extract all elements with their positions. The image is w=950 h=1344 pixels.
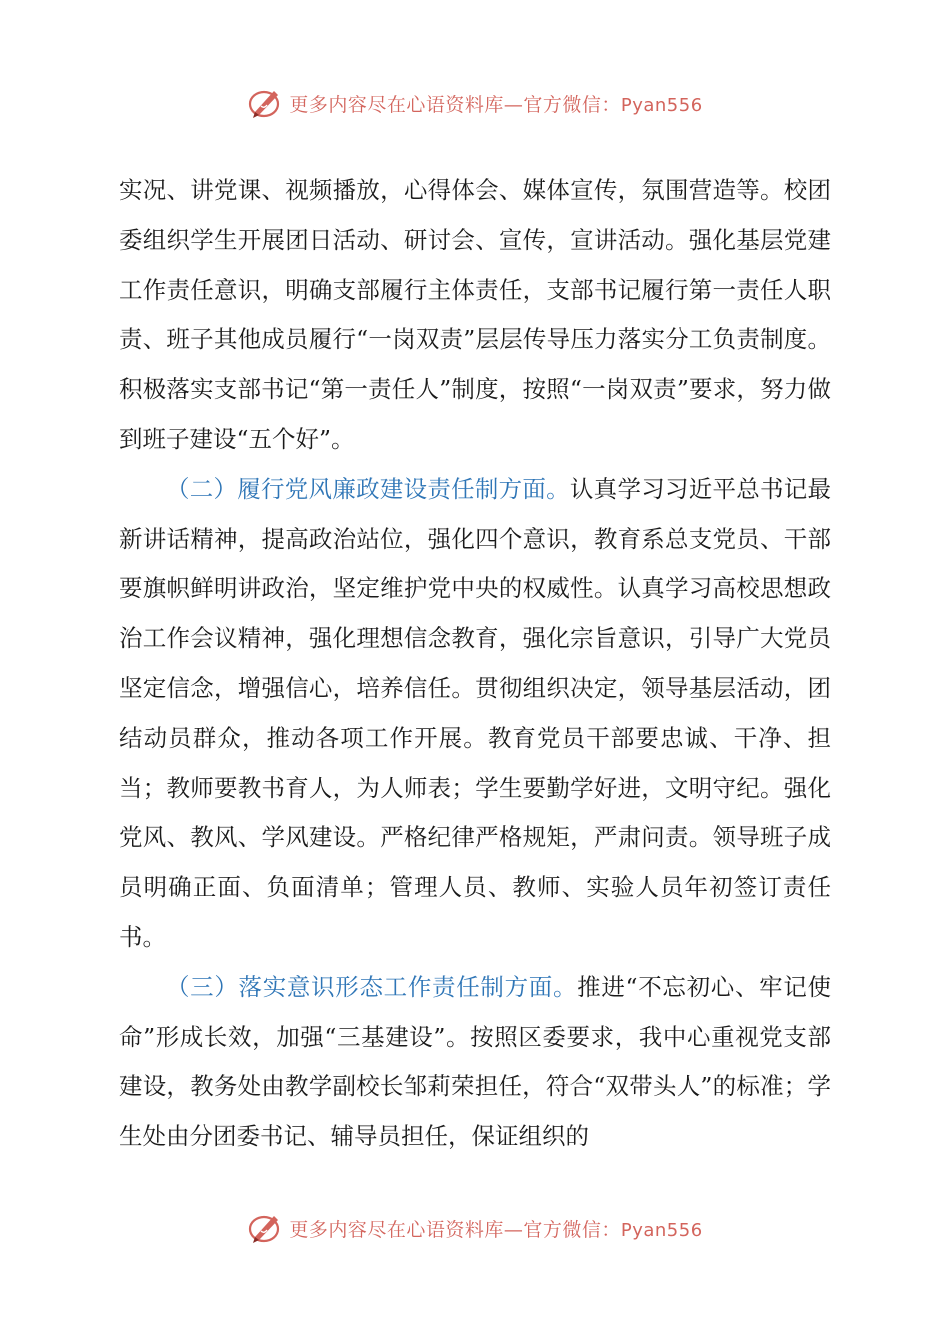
paragraph-3-text: 推进“不忘初心、牢记使命”形成长效，加强“三基建设”。按照区委要求，我中心重视党支部建设，教务处由教学副校长邹莉荣担任，符合“双带头人”的标准；学生处由分团委书记、辅导员担任，保证组织的 <box>119 972 832 1151</box>
banner-wechat-id: Pyan556 <box>620 1219 703 1241</box>
paragraph-1-text: 实况、讲党课、视频播放，心得体会、媒体宣传，氛围营造等。校团委组织学生开展团日活动、研讨会、宣传，宣讲活动。强化基层党建工作责任意识，明确支部履行主体责任，支部书记履行第一责任人职责、班子其他成员履行“一岗双责”层层传导压力落实分工负责制度。积极落实支部书记“第一责任人”制度，按照“一岗双责”要求，努力做到班子建设“五个好”。 <box>119 176 831 453</box>
paragraph-3 <box>119 963 831 1162</box>
banner-wechat-id: Pyan556 <box>620 94 703 116</box>
banner-prefix: 更多内容尽在心语资料库—官方微信： <box>289 1218 621 1241</box>
document-body <box>119 166 831 1162</box>
banner-text <box>289 1215 702 1242</box>
footer-banner <box>0 1208 950 1248</box>
header-banner <box>0 83 950 123</box>
pen-nib-logo <box>247 1210 285 1246</box>
paragraph-1 <box>119 166 831 465</box>
section-heading-3: （三）落实意识形态工作责任制方面。 <box>166 972 578 1001</box>
paragraph-2 <box>119 465 831 963</box>
section-heading-2: （二）履行党风廉政建设责任制方面。 <box>166 474 570 503</box>
pen-nib-logo <box>247 85 285 121</box>
banner-text <box>289 90 702 117</box>
paragraph-2-text: 认真学习习近平总书记最新讲话精神，提高政治站位，强化四个意识，教育系总支党员、干部要旗帜鲜明讲政治，坚定维护党中央的权威性。认真学习高校思想政治工作会议精神，强化理想信念教育，强化宗旨意识，引导广大党员坚定信念，增强信心，培养信任。贯彻组织决定，领导基层活动，团结动员群众，推动各项工作开展。教育党员干部要忠诚、干净、担当；教师要教书育人，为人师表；学生要勤学好进，文明守纪。强化党风、教风、学风建设。严格纪律严格规矩，严肃问责。领导班子成员明确正面、负面清单；管理人员、教师、实验人员年初签订责任书。 <box>119 474 832 951</box>
banner-prefix: 更多内容尽在心语资料库—官方微信： <box>289 93 621 116</box>
